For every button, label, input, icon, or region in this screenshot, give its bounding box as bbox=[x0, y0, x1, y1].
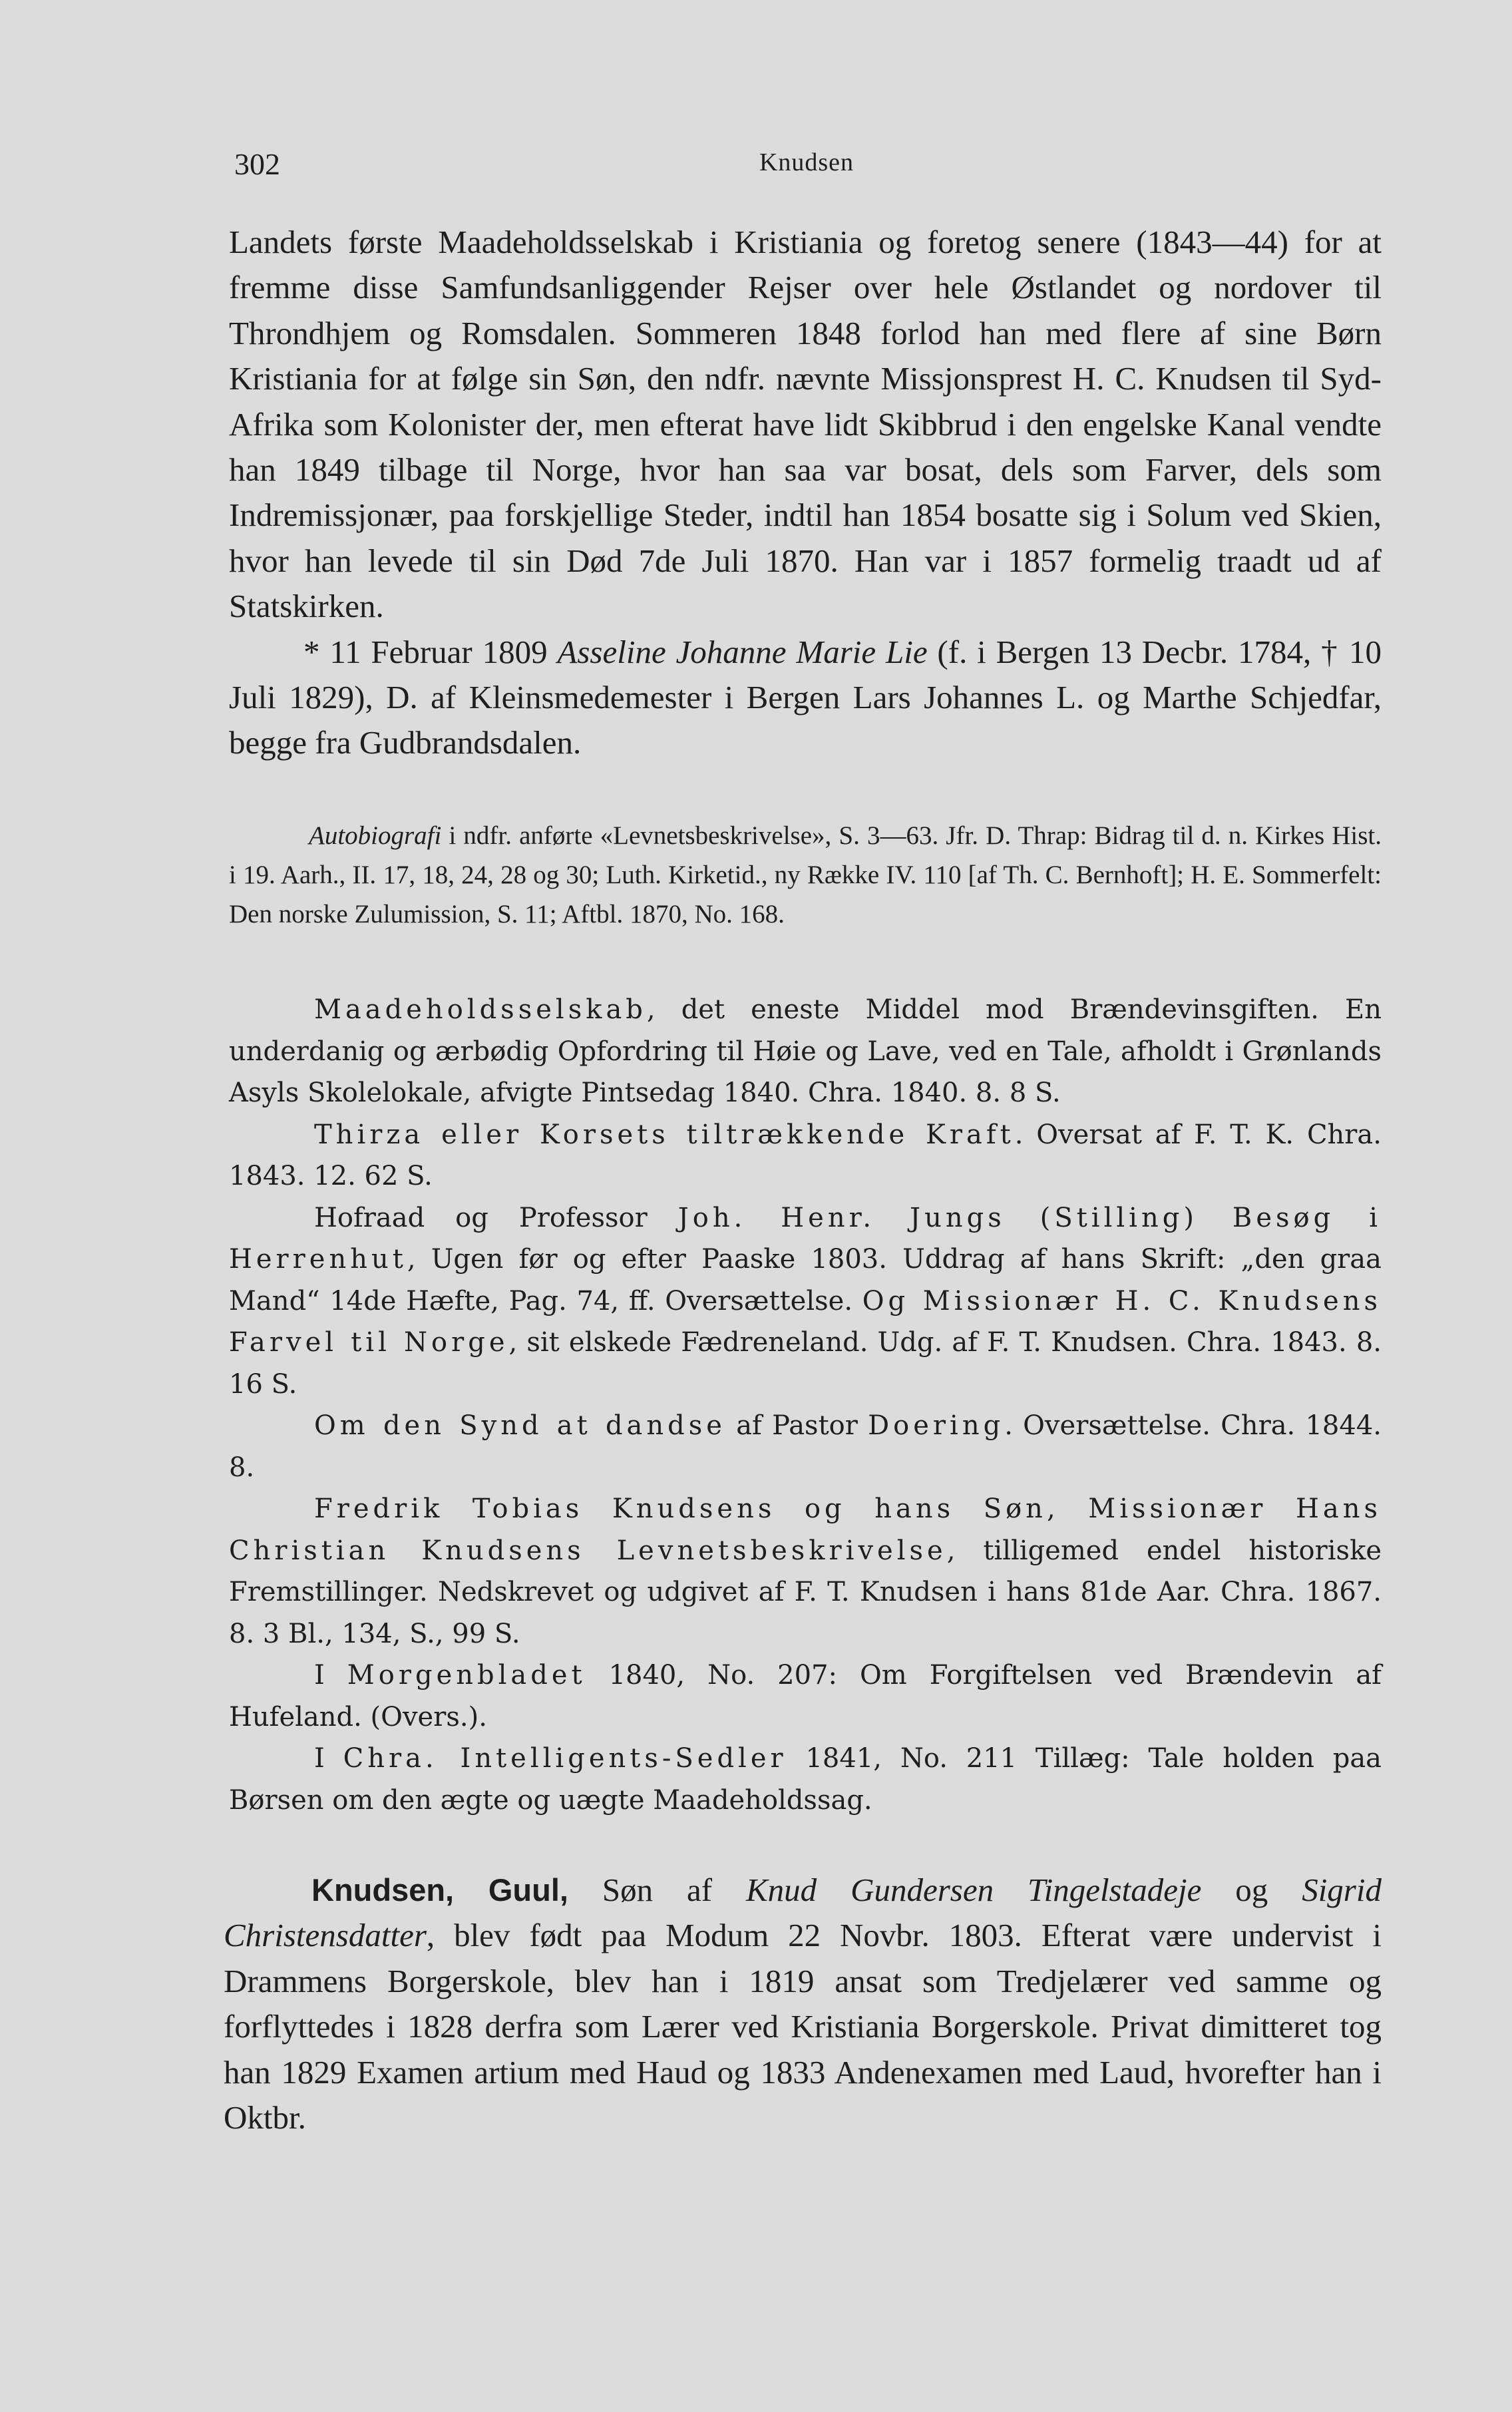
marriage-date: * 11 Februar 1809 bbox=[303, 633, 558, 670]
running-head: Knudsen bbox=[759, 148, 854, 176]
bibliography-prefix: I bbox=[314, 1743, 343, 1774]
bibliography-prefix: Hofraad og Professor bbox=[314, 1202, 678, 1233]
entry-headword: Knudsen, Guul, bbox=[311, 1872, 568, 1908]
entry-body bbox=[229, 220, 1382, 766]
marriage-details: (f. i Bergen 13 Decbr. 1784, † 10 Juli 1829), D. af Kleinsmedemester i Bergen Lars Johannes L. og Marthe Schjedfar, begge fra Gudbrandsdalen. bbox=[229, 633, 1382, 761]
bibliography-item bbox=[229, 989, 1382, 1114]
bibliography-title: Chra. Intelligents-Sedler bbox=[343, 1743, 787, 1774]
mother-name: Sigrid Christensdatter bbox=[224, 1872, 1382, 1954]
bibliography-text: 1841, No. 211 Tillæg: Tale holden paa Børsen om den ægte og uægte Maadeholdssag. bbox=[229, 1743, 1382, 1816]
body-paragraph: Landets første Maadeholdsselskab i Kristiania og foretog senere (1843—44) for at fremme disse Samfundsanliggender Rejser over hele Østlandet og nordover til Throndhjem og Romsdalen. Sommeren 1848 forlod han med flere af sine Børn Kristiania for at følge sin Søn, den ndfr. nævnte Missjonsprest H. C. Knudsen til Syd-Afrika som Kolonister der, men efterat have lidt Skibbrud i den engelske Kanal vendte han 1849 tilbage til Norge, hvor han saa var bosat, dels som Farver, dels som Indremissjonær, paa forskjellige Steder, indtil han 1854 bosatte sig i Solum ved Skien, hvor han levede til sin Død 7de Juli 1870. Han var i 1857 formelig traadt ud af Statskirken. bbox=[229, 224, 1382, 625]
references-text: i ndfr. anførte «Levnetsbeskrivelse», S. 3—63. Jfr. D. Thrap: Bidrag til d. n. Kirkes Hist. i 19. Aarh., II. 17, 18, 24, 28 og 30; Luth. Kirketid., ny Række IV. 110 [af Th. C. Bernhoft]; H. E. Sommerfelt: Den norske Zulumission, S. 11; Aftbl. 1870, No. 168. bbox=[229, 821, 1382, 928]
bibliography-title: Fredrik Tobias Knudsens og hans Søn, Missionær Hans Christian Knudsens Levnetsbeskrivelse bbox=[229, 1494, 1382, 1566]
next-entry bbox=[224, 1868, 1382, 2140]
entry-text: og bbox=[1201, 1872, 1302, 1908]
bibliography-title: Og Missionær H. C. Knudsens Farvel til Norge bbox=[229, 1285, 1382, 1358]
bibliography-title: Morgenbladet bbox=[347, 1660, 586, 1691]
bibliography-text: , Ugen før og efter Paaske 1803. Uddrag af hans Skrift: „den graa Mand“ 14de Hæfte, Pag. 74, ff. Oversættelse. bbox=[229, 1244, 1382, 1316]
bibliography-text: . Oversættelse. Chra. 1844. 8. bbox=[229, 1410, 1382, 1483]
bibliography-title: Maadeholdsselskab bbox=[314, 994, 647, 1025]
bibliography-text: 1840, No. 207: Om Forgiftelsen ved Brændevin af Hufeland. (Overs.). bbox=[229, 1660, 1382, 1732]
bibliography-text: . Oversat af F. T. K. Chra. 1843. 12. 62 S. bbox=[229, 1119, 1382, 1191]
bibliography-item bbox=[229, 1114, 1382, 1197]
bibliography-title: Joh. Henr. Jungs (Stilling) Besøg i Herrenhut bbox=[229, 1202, 1382, 1275]
bibliography-title: Thirza eller Korsets tiltrækkende Kraft bbox=[314, 1119, 1015, 1150]
references bbox=[229, 816, 1382, 934]
bibliography-prefix: I bbox=[314, 1660, 347, 1691]
bibliography-item bbox=[229, 1405, 1382, 1488]
bibliography-title: Om den Synd at dandse bbox=[314, 1410, 726, 1441]
wife-name: Asseline Johanne Marie Lie bbox=[557, 633, 928, 670]
bibliography-item bbox=[229, 1655, 1382, 1738]
entry-text: Søn af bbox=[568, 1872, 746, 1908]
entry-text: , blev født paa Modum 22 Novbr. 1803. Efterat være undervist i Drammens Borgerskole, blev han i 1819 ansat som Tredjelærer ved samme og forflyttedes i 1828 derfra som Lærer ved Kristiania Borgerskole. Privat dimitteret tog han 1829 Examen artium med Haud og 1833 Andenexamen med Laud, hvorefter han i Oktbr. bbox=[224, 1917, 1382, 2136]
bibliography-title: Doering bbox=[868, 1410, 1005, 1441]
references-label: Autobiografi bbox=[309, 821, 442, 850]
bibliography-item bbox=[229, 1488, 1382, 1655]
bibliography-item bbox=[229, 1197, 1382, 1406]
page-number: 302 bbox=[234, 147, 280, 181]
bibliography-text: , tilligemed endel historiske Fremstillinger. Nedskrevet og udgivet af F. T. Knudsen i hans 81de Aar. Chra. 1867. 8. 3 Bl., 134, S., 99 S. bbox=[229, 1535, 1382, 1649]
page-header bbox=[234, 146, 1379, 186]
marriage-paragraph bbox=[229, 630, 1382, 766]
bibliography-text: af Pastor bbox=[725, 1410, 868, 1441]
bibliography-item bbox=[229, 1738, 1382, 1821]
bibliography-text: , sit elskede Fædreneland. Udg. af F. T. Knudsen. Chra. 1843. 8. 16 S. bbox=[229, 1327, 1382, 1400]
father-name: Knud Gundersen Tingelstadeje bbox=[746, 1872, 1202, 1908]
bibliography-text: , det eneste Middel mod Brændevinsgiften. En underdanig og ærbødig Opfordring til Høie og Lave, ved en Tale, afholdt i Grønlands Asyls Skolelokale, afvigte Pintsedag 1840. Chra. 1840. 8. 8 S. bbox=[229, 994, 1382, 1108]
bibliography bbox=[229, 989, 1382, 1821]
